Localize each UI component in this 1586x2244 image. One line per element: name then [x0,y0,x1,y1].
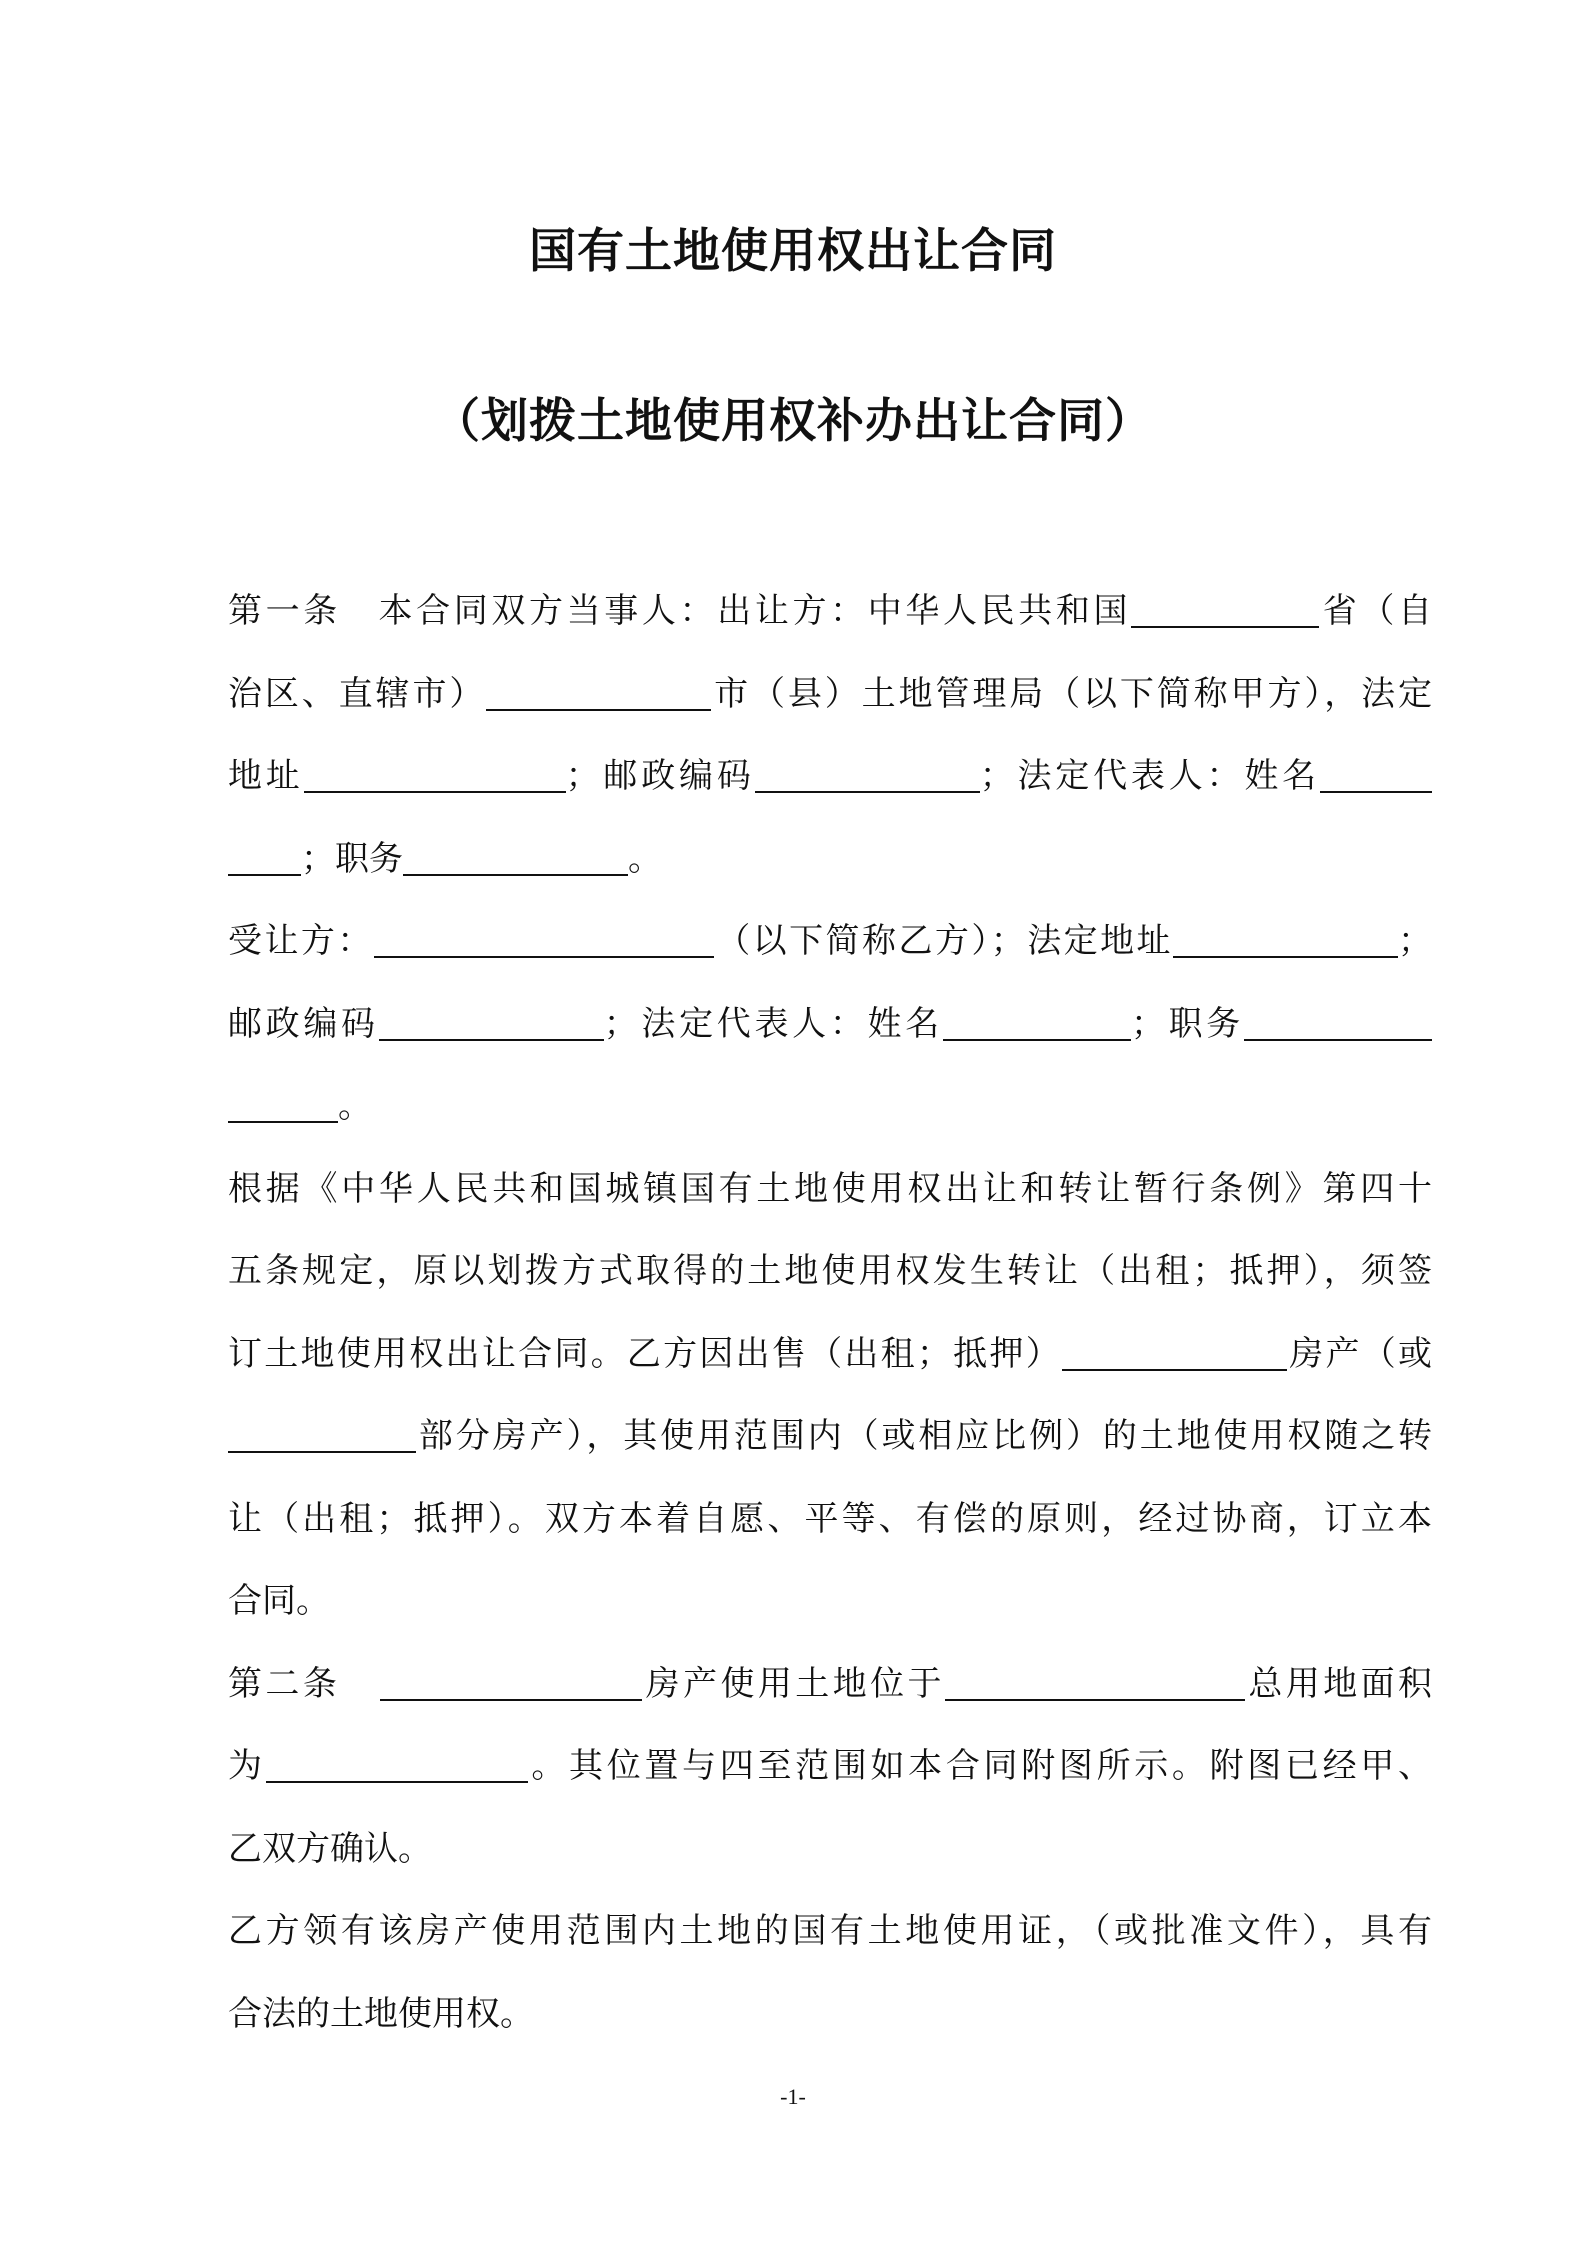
article2-text-legal: 合法的土地使用权。 [228,1993,534,2034]
basis-text-5: 让（出租；抵押）。双方本着自愿、平等、有偿的原则，经过协商，订立本 [228,1498,1432,1539]
party-a-rep-name-blank [1320,759,1432,793]
article2-text-certificate: 乙方领有该房产使用范围内土地的国有土地使用证，（或批准文件），具有 [228,1911,1432,1951]
party-a-rep-name-blank-cont [228,842,301,876]
article2-text-position: 。其位置与四至范围如本合同附图所示。附图已经甲、 [527,1746,1433,1786]
basis-line2 [228,1230,1432,1313]
article1-line2 [228,653,1432,736]
article1-line3 [228,735,1432,818]
basis-text-2: 五条规定，原以划拨方式取得的土地使用权发生转让（出租；抵押），须签 [228,1251,1432,1291]
article1-line7 [228,1065,1432,1148]
party-b-position-blank-cont [228,1089,338,1123]
article2-text-for: 为 [228,1746,266,1786]
text-position: ；职务 [301,838,403,879]
basis-text-3b: 房产（或 [1286,1333,1433,1374]
province-blank [1131,594,1319,628]
text-region: 治区、直辖市） [228,673,487,714]
article2-line5 [228,1973,1432,2056]
party-a-postcode-blank [755,759,980,793]
article1-label: 第一条 [228,591,341,631]
article2-line3 [228,1808,1432,1891]
article2-text-area: 总用地面积 [1244,1663,1433,1704]
basis-text-3: 订土地使用权出让合同。乙方因出售（出租；抵押） [228,1333,1062,1374]
property-blank [1062,1337,1287,1371]
text-legal-rep: ；法定代表人：姓名 [979,756,1320,796]
land-location-blank [945,1667,1245,1701]
text-province: 省（自 [1319,591,1433,631]
text-period: 。 [628,838,662,879]
text-transferee: 受让方： [228,921,374,961]
text-land-bureau: 市（县）土地管理局（以下简称甲方），法定 [711,673,1433,714]
basis-text-4: 部分房产），其使用范围内（或相应比例）的土地使用权随之转 [416,1416,1432,1456]
basis-line6 [228,1560,1432,1643]
article2-property-blank [380,1667,642,1701]
article1-line1 [228,570,1432,653]
contract-body [228,570,1432,2055]
text-period-2: 。 [338,1086,372,1126]
document-subtitle: （划拨土地使用权补办出让合同） [433,394,1153,449]
article2-line2 [228,1725,1432,1808]
text-party-b-position: ；职务 [1130,1003,1244,1044]
article2-label: 第二条 [228,1663,341,1704]
article2-text-location: 房产使用土地位于 [642,1663,945,1704]
party-a-position-blank [403,842,628,876]
land-area-blank [266,1749,528,1783]
article2-line1 [228,1643,1432,1726]
basis-line5 [228,1478,1432,1561]
party-a-address-blank [304,759,566,793]
article1-line5 [228,900,1432,983]
basis-text-1: 根据《中华人民共和国城镇国有土地使用权出让和转让暂行条例》第四十 [228,1168,1432,1209]
page-number: -1- [780,2084,806,2109]
article2-text-confirm: 乙双方确认。 [228,1828,432,1869]
party-b-name-blank [374,924,714,958]
basis-line4 [228,1395,1432,1478]
partial-property-blank [228,1419,416,1453]
text-address: 地址 [228,756,304,796]
text-party-b-postcode: 邮政编码 [228,1003,379,1044]
party-b-postcode-blank [379,1007,604,1041]
basis-text-6: 合同。 [228,1581,330,1621]
party-b-address-blank [1173,924,1398,958]
text-party-b-address: （以下简称乙方）；法定地址 [713,921,1174,961]
party-b-position-blank [1244,1007,1432,1041]
article1-parties-text: 本合同双方当事人：出让方：中华人民共和国 [374,591,1132,631]
article1-line4 [228,818,1432,901]
document-title: 国有土地使用权出让合同 [529,224,1057,279]
text-party-b-legal-rep: ；法定代表人：姓名 [603,1003,943,1044]
party-b-rep-name-blank [943,1007,1131,1041]
city-blank [486,677,711,711]
basis-line3 [228,1313,1432,1396]
text-semicolon: ； [1398,921,1433,961]
article1-line6 [228,983,1432,1066]
text-postcode: ；邮政编码 [565,756,755,796]
basis-line1 [228,1148,1432,1231]
article2-line4 [228,1890,1432,1973]
